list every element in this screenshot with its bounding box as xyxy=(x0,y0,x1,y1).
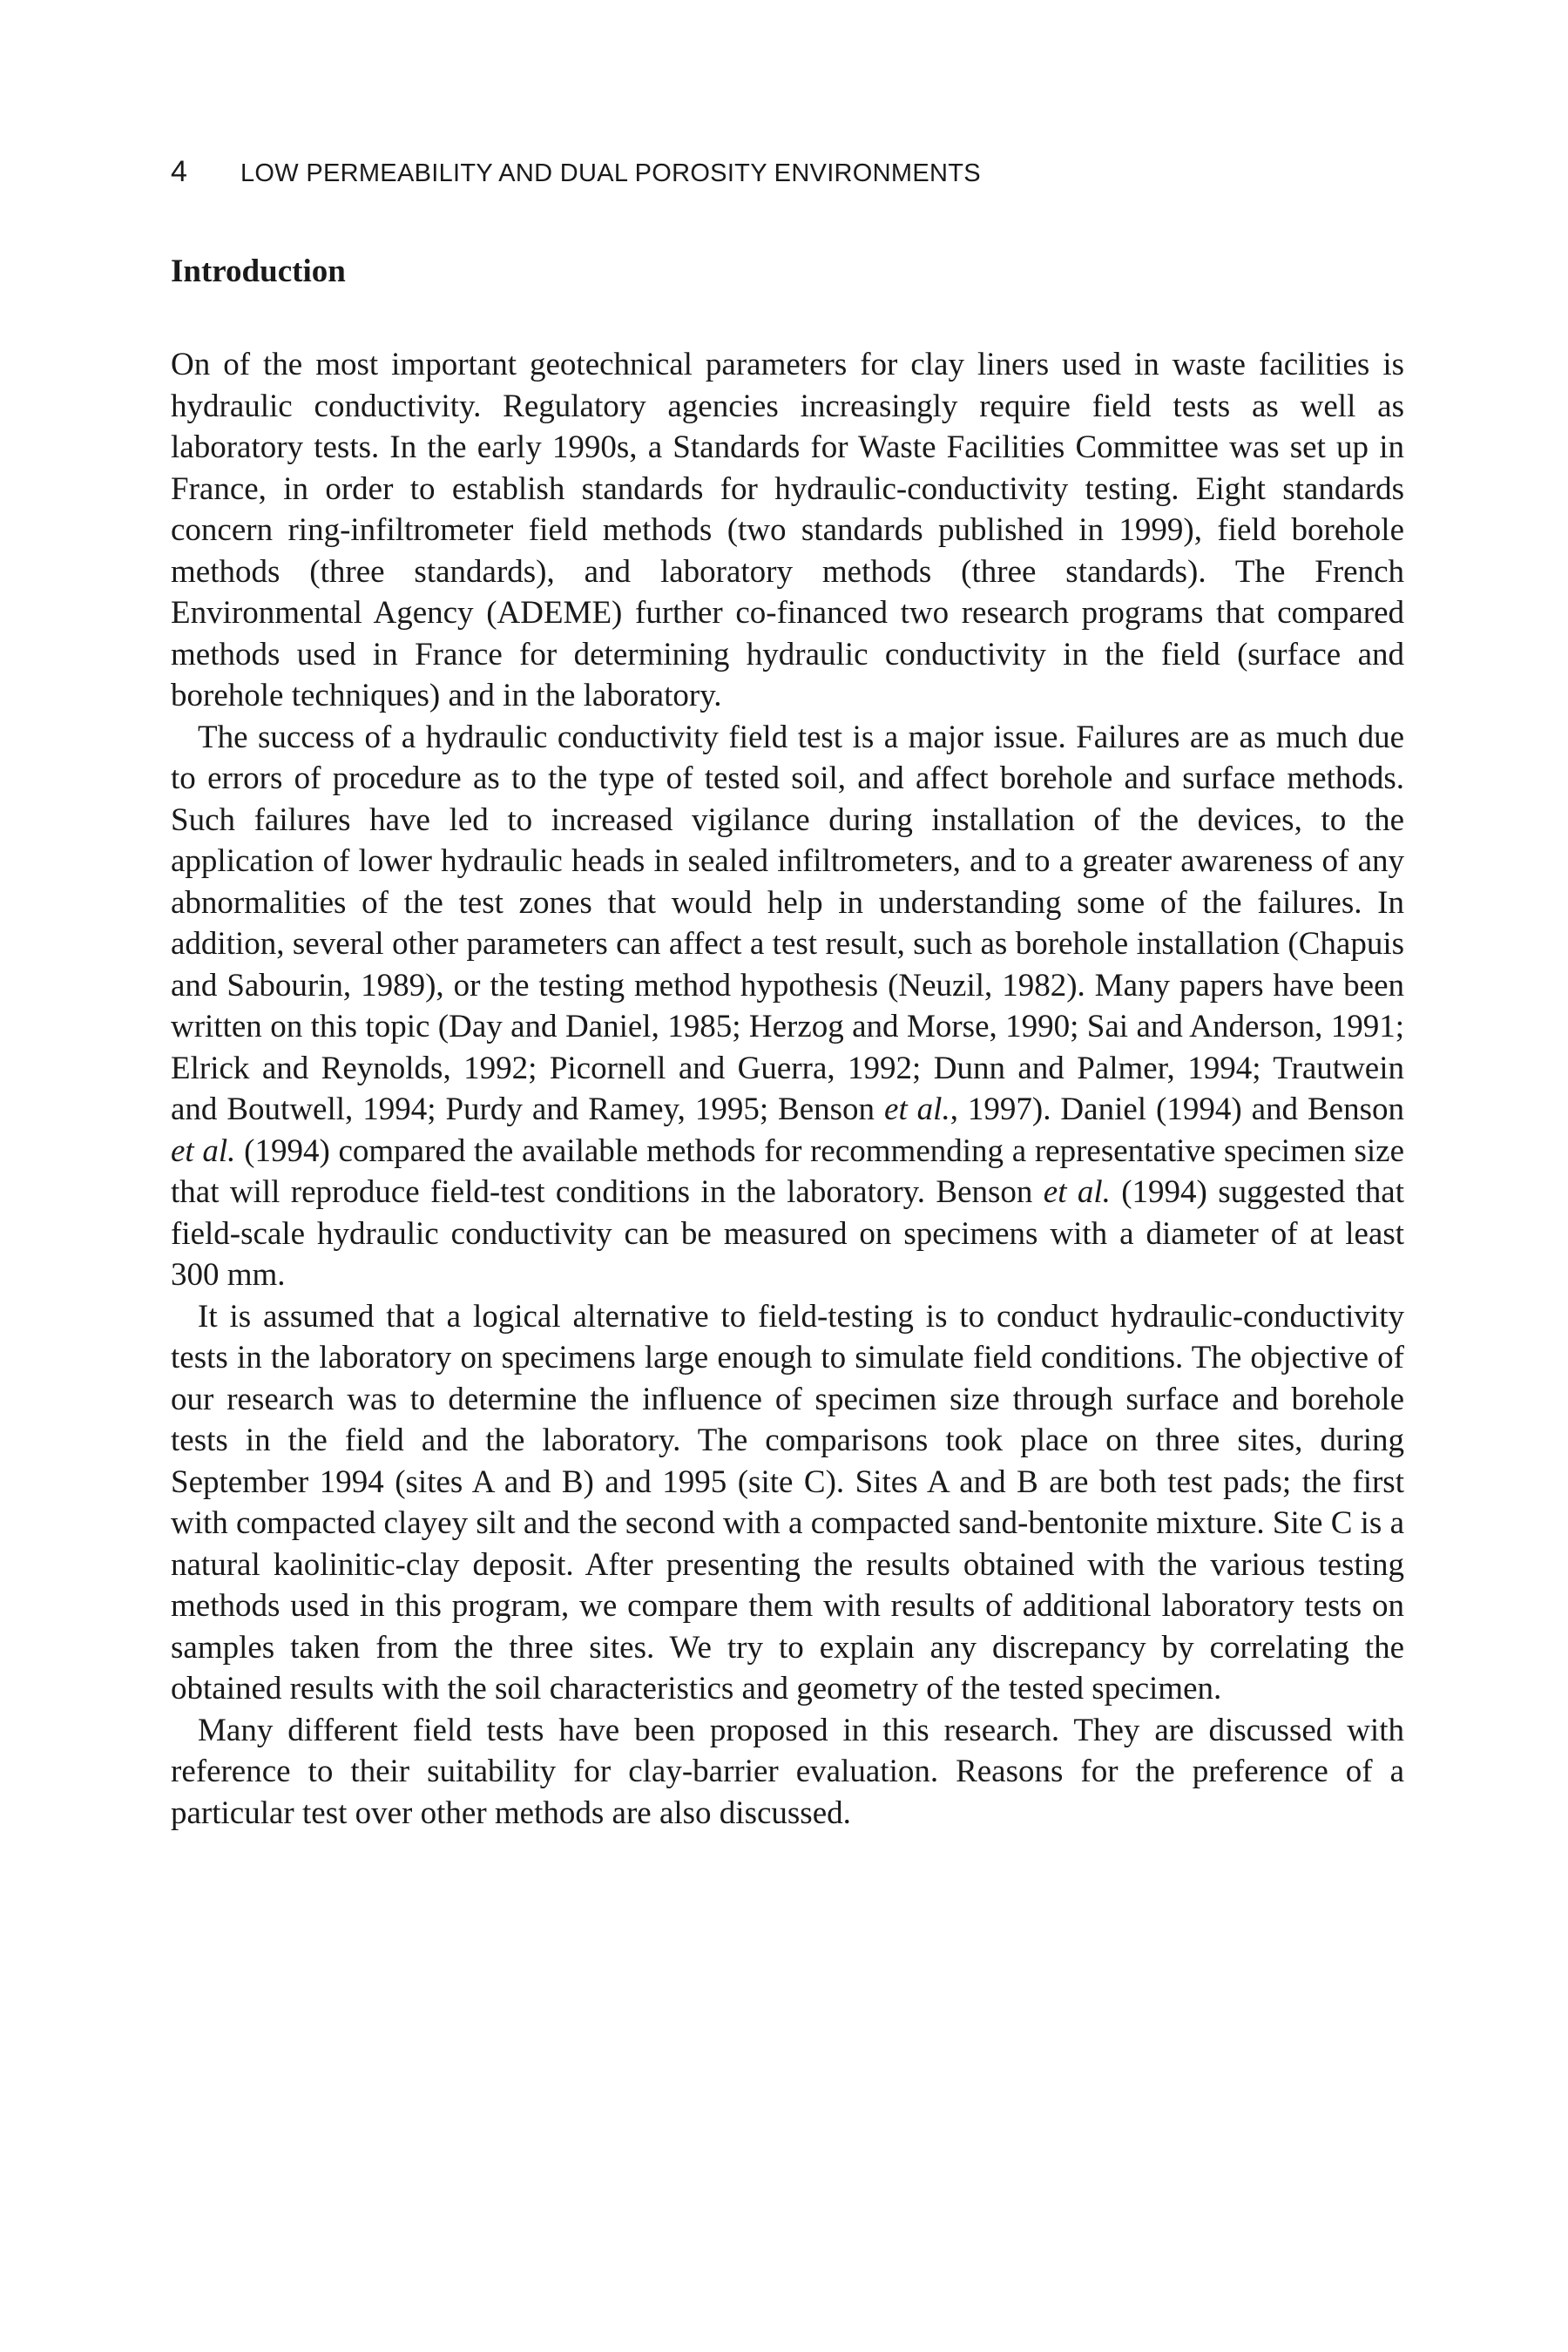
paragraph-2-part-a: The success of a hydraulic conductivity field test is a major issue. Failures are as much due to errors of procedure as to the type of tested soil, and affect borehole and surface methods. Such failures have led to increased vigilance during installation of the devices, to the application of lower hydraulic heads in sealed infiltrometers, and to a greater awareness of any abnormalities of the test zones that would help in understanding some of the failures. In addition, several other parameters can affect a test result, such as borehole installation (Chapuis and Sabourin, 1989), or the testing method hypothesis (Neuzil, 1982). Many papers have been written on this topic (Day and Daniel, 1985; Herzog and Morse, 1990; Sai and Anderson, 1991; Elrick and Reynolds, 1992; Picornell and Guerra, 1992; Dunn and Palmer, 1994; Trautwein and Boutwell, 1994; Purdy and Ramey, 1995; Benson xyxy=(171,719,1404,1127)
paragraph-2-part-c: (1994) compared the available methods for recommending a representative specimen size that will reproduce field-test conditions in the laboratory. Benson xyxy=(171,1132,1405,1210)
paragraph-2 xyxy=(171,717,1404,1296)
paragraph-1: On of the most important geotechnical parameters for clay liners used in waste facilities is hydraulic conductivity. Regulatory agencies increasingly require field tests as well as laboratory tests. In the early 1990s, a Standards for Waste Facilities Committee was set up in France, in order to establish standards for hydraulic-conductivity testing. Eight standards concern ring-infiltrometer field methods (two standards published in 1999), field borehole methods (three standards), and laboratory methods (three standards). The French Environmental Agency (ADEME) further co-financed two research programs that compared methods used in France for determining hydraulic conductivity in the field (surface and borehole techniques) and in the laboratory. xyxy=(171,347,1404,713)
running-header xyxy=(171,155,981,189)
et-al-italic: et al. xyxy=(884,1092,950,1127)
paragraph-4: Many different field tests have been proposed in this research. They are discussed with reference to their suitability for clay-barrier evaluation. Reasons for the preference of a particular test over other methods are also discussed. xyxy=(171,1712,1404,1831)
paragraph-2-part-d: (1994) suggested that field-scale hydraulic conductivity can be measured on specimens with a diameter of at least 300 mm. xyxy=(171,1174,1405,1293)
et-al-italic: et al. xyxy=(171,1132,236,1169)
et-al-italic: et al. xyxy=(1043,1174,1111,1210)
body-text xyxy=(171,344,1404,1834)
paragraph-2-part-b: , 1997). Daniel (1994) and Benson xyxy=(950,1092,1404,1127)
section-heading-introduction: Introduction xyxy=(171,253,346,289)
page-number: 4 xyxy=(171,155,188,188)
running-title: LOW PERMEABILITY AND DUAL POROSITY ENVIRONMENTS xyxy=(240,159,981,187)
paragraph-3: It is assumed that a logical alternative to field-testing is to conduct hydraulic-conductivity tests in the laboratory on specimens large enough to simulate field conditions. The objective of our research was to determine the influence of specimen size through surface and borehole tests in the field and the laboratory. The comparisons took place on three sites, during September 1994 (sites A and B) and 1995 (site C). Sites A and B are both test pads; the first with compacted clayey silt and the second with a compacted sand-bentonite mixture. Site C is a natural kaolinitic-clay deposit. After presenting the results obtained with the various testing methods used in this program, we compare them with results of additional laboratory tests on samples taken from the three sites. We try to explain any discrepancy by correlating the obtained results with the soil characteristics and geometry of the tested specimen. xyxy=(171,1298,1404,1707)
